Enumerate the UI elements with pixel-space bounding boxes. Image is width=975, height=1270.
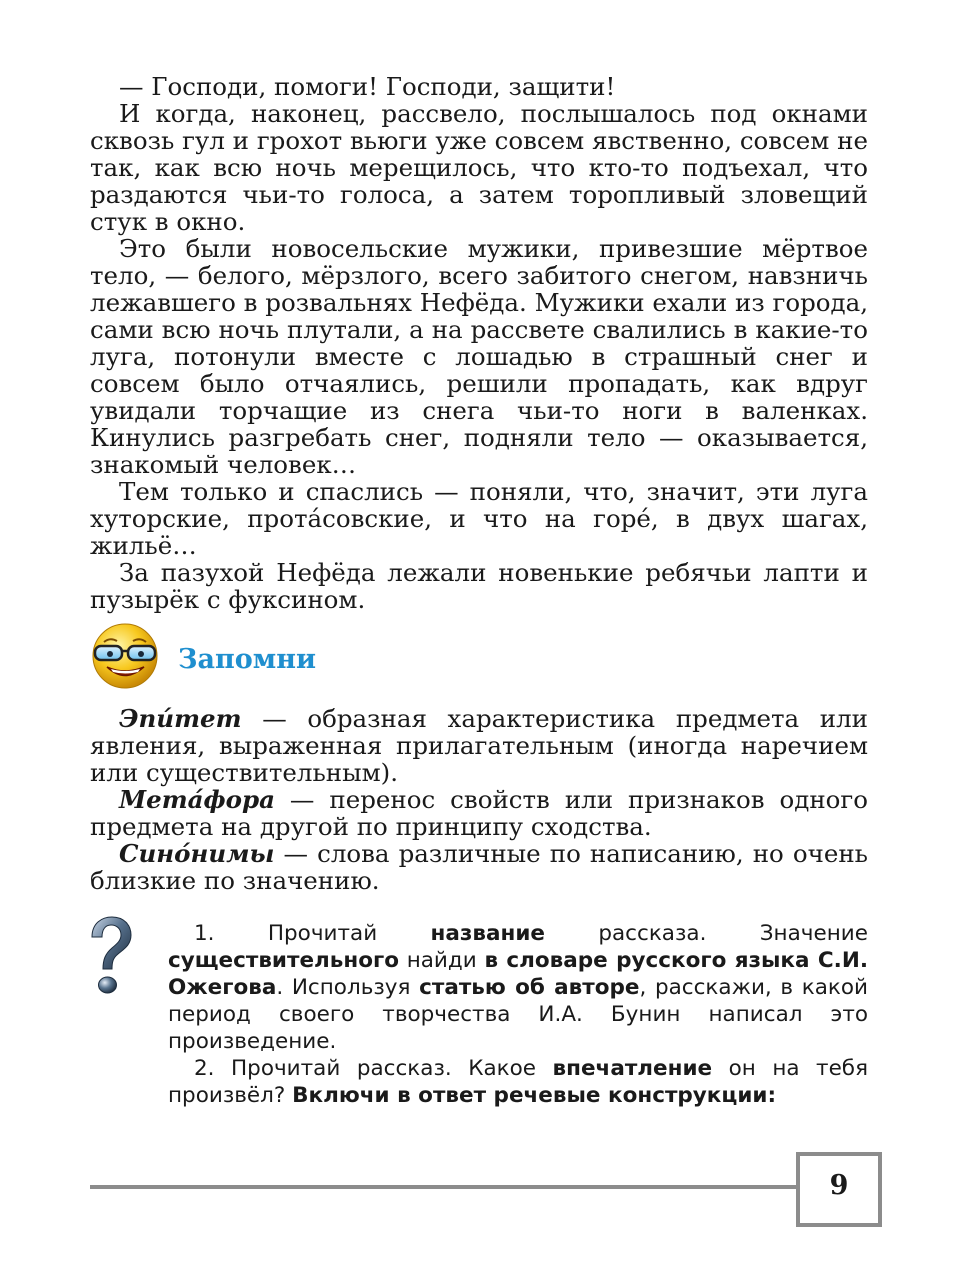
question-number: 2. [194,1056,215,1081]
question-emphasis: название [430,921,546,946]
question-text: рассказа. Значение [545,921,868,946]
question-text: Прочитай [214,921,431,946]
question-text: , расскажи, в какой период своего творчества И.А. Бунин написал это произведение. [168,975,868,1054]
story-paragraph-4: Тем только и спаслись — поняли, что, значит, эти луга хуторские, протáсовские, и что на горé, в двух шагах, жильё… [90,477,868,560]
question-mark-icon [86,915,134,999]
question-emphasis: статью об авторе [419,975,640,1000]
page-number-box [796,1152,882,1227]
question-emphasis: впечатление [552,1056,713,1081]
story-paragraph-5: За пазухой Нефёда лежали новенькие ребячьи лапти и пузырёк с фуксином. [90,558,868,614]
term-synonyms: Сино́нимы [119,839,275,868]
page-number: 9 [829,1170,849,1201]
question-emphasis: существительного [168,948,399,973]
story-paragraph-3: Это были новосельские мужики, привезшие мёртвое тело, — белого, мёрзлого, всего забитого снегом, навзничь лежавшего в розвальнях Нефёда. Мужики ехали из города, сами всю ночь плутали, а на рассвете свалились в какие-то луга, потонули вместе с лошадью в страшный снег и совсем было отчаялись, решили пропадать, как вдруг увидали торчащие из снега чьи-то ноги в валенках. Кинулись разгребать снег, подняли тело — оказывается, знакомый человек… [90,234,868,479]
question-1 [168,920,868,1055]
question-text: Прочитай рассказ. Какое [214,1056,553,1081]
definition-text: — перенос свойств или признаков одного предмета на другой по принципу сходства. [90,785,868,841]
questions-block [168,920,868,1109]
question-text: . Используя [276,975,420,1000]
story-paragraph-2: И когда, наконец, рассвело, послышалось под окнами сквозь гул и грохот вьюги уже совсем явственно, совсем не так, как всю ночь мерещилось, что кто-то подъехал, что раздаются чьи-то голоса, а затем торопливый зловещий стук в окно. [90,99,868,236]
remember-title: Запомни [178,643,316,675]
smiley-sunglasses-icon [90,620,160,690]
question-2 [168,1055,868,1109]
story-text [90,73,868,613]
definitions-block [90,705,868,894]
story-paragraph-1: — Господи, помоги! Господи, защити! [119,72,616,101]
question-emphasis: в словаре русского языка С.И. Ожегова [168,948,868,1000]
question-text: он на тебя произвёл? [168,1056,868,1108]
definition-text: — образная характеристика предмета или явления, выраженная прилагательным (иногда наречием или существительным). [90,704,868,787]
definition-synonyms [90,840,868,894]
term-epithet: Эпи́тет [119,704,242,733]
definition-epithet [90,705,868,786]
question-emphasis: Включи в ответ речевые конструкции: [292,1083,777,1108]
definition-metaphor [90,786,868,840]
remember-header [90,620,316,690]
definition-text: — слова различные по написанию, но очень близкие по значению. [90,839,868,895]
footer-rule [90,1185,798,1189]
question-number: 1. [194,921,215,946]
question-text: найди [399,948,485,973]
term-metaphor: Мета́фора [119,785,275,814]
